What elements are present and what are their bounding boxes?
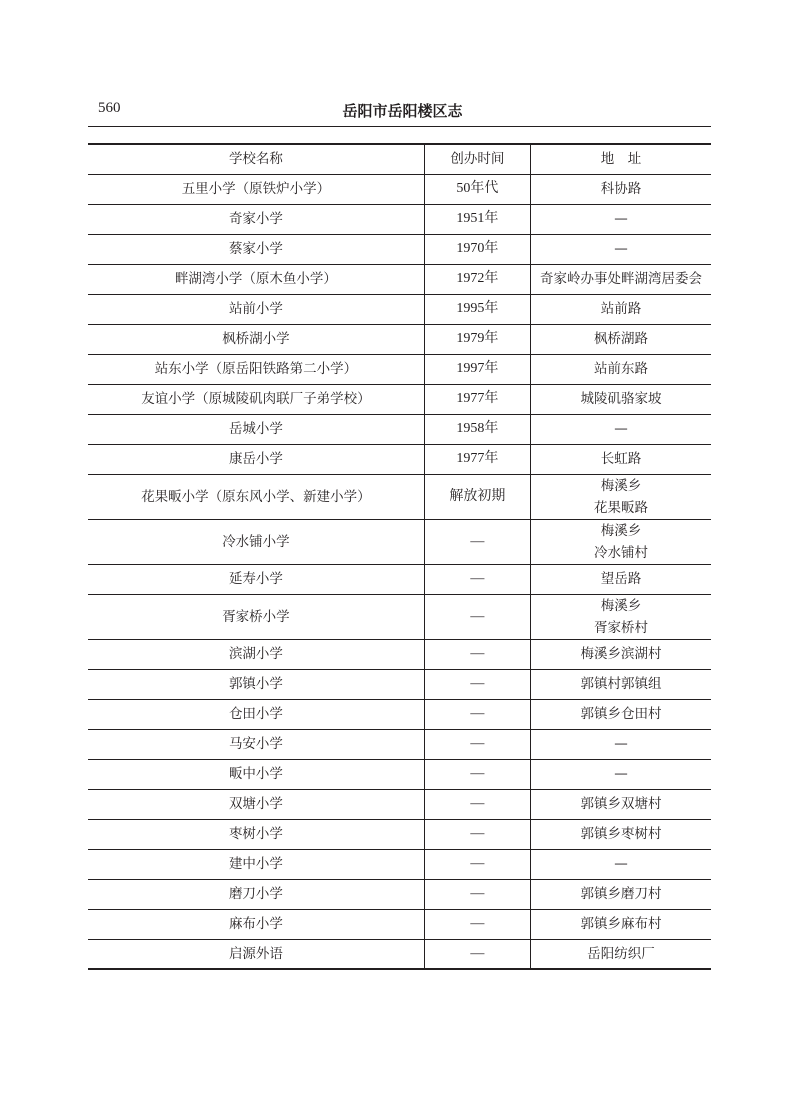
founded-cell: 1972年 (424, 264, 530, 294)
address-cell (530, 759, 711, 789)
founded-cell: — (424, 939, 530, 969)
address-line: 城陵矶骆家坡 (580, 391, 662, 407)
table-row (88, 909, 711, 939)
address-line: 奇家岭办事处畔湖湾居委会 (539, 271, 702, 287)
address-cell (530, 234, 711, 264)
table-header-row (88, 144, 711, 174)
school-name-cell: 磨刀小学 (88, 879, 424, 909)
address-cell (530, 669, 711, 699)
school-name-cell: 康岳小学 (88, 444, 424, 474)
school-table (88, 143, 711, 970)
founded-cell: 1977年 (424, 384, 530, 414)
address-line: 梅溪乡滨湖村 (580, 646, 662, 662)
table-row (88, 234, 711, 264)
school-name-cell: 胥家桥小学 (88, 594, 424, 639)
address-line: 胥家桥村 (593, 619, 648, 636)
address-line: 科协路 (600, 181, 642, 197)
address-line: — (614, 736, 628, 752)
table-row (88, 174, 711, 204)
address-line: 枫桥湖路 (593, 331, 648, 347)
school-name-cell: 枫桥湖小学 (88, 324, 424, 354)
address-cell (530, 699, 711, 729)
founded-cell: — (424, 699, 530, 729)
address-line: 望岳路 (600, 571, 642, 587)
founded-cell: — (424, 909, 530, 939)
address-cell (530, 414, 711, 444)
table-body (88, 174, 711, 969)
founded-cell: 1970年 (424, 234, 530, 264)
founded-cell: — (424, 729, 530, 759)
address-line: — (614, 856, 628, 872)
table-row (88, 204, 711, 234)
address-cell (530, 354, 711, 384)
address-line: 冷水铺村 (593, 544, 648, 561)
address-cell (530, 474, 711, 519)
address-cell (530, 384, 711, 414)
header-rule (88, 126, 711, 127)
table-row (88, 519, 711, 564)
school-name-cell: 郭镇小学 (88, 669, 424, 699)
address-line: — (614, 211, 628, 227)
founded-cell: 1995年 (424, 294, 530, 324)
table-row (88, 414, 711, 444)
school-name-cell: 岳城小学 (88, 414, 424, 444)
founded-cell: 1979年 (424, 324, 530, 354)
table-row (88, 354, 711, 384)
school-name-cell: 畈中小学 (88, 759, 424, 789)
table-row (88, 789, 711, 819)
address-line: 长虹路 (600, 451, 642, 467)
table-row (88, 324, 711, 354)
founded-cell: — (424, 849, 530, 879)
address-line: 岳阳纺织厂 (587, 945, 655, 962)
table-row (88, 699, 711, 729)
address-cell (530, 444, 711, 474)
address-cell (530, 729, 711, 759)
table-row (88, 669, 711, 699)
address-cell (530, 324, 711, 354)
table-row (88, 879, 711, 909)
school-name-cell: 畔湖湾小学（原木鱼小学） (88, 264, 424, 294)
school-name-cell: 花果畈小学（原东风小学、新建小学） (88, 474, 424, 519)
address-cell (530, 519, 711, 564)
founded-cell: — (424, 519, 530, 564)
address-line: 郭镇乡双塘村 (580, 796, 662, 812)
page-number: 560 (98, 100, 121, 116)
founded-cell: — (424, 594, 530, 639)
address-line: 郭镇乡磨刀村 (580, 886, 662, 902)
school-name-cell: 五里小学（原铁炉小学） (88, 174, 424, 204)
founded-cell: — (424, 669, 530, 699)
school-name-cell: 站前小学 (88, 294, 424, 324)
address-cell (530, 849, 711, 879)
table-row (88, 849, 711, 879)
school-name-cell: 麻布小学 (88, 909, 424, 939)
founded-cell: — (424, 759, 530, 789)
school-name-cell: 站东小学（原岳阳铁路第二小学） (88, 354, 424, 384)
table-row (88, 819, 711, 849)
founded-cell: 50年代 (424, 174, 530, 204)
founded-cell: 解放初期 (424, 474, 530, 519)
founded-cell: 1997年 (424, 354, 530, 384)
address-cell (530, 204, 711, 234)
address-line: 梅溪乡 (600, 597, 642, 614)
column-header-founded: 创办时间 (424, 144, 530, 174)
school-name-cell: 启源外语 (228, 945, 283, 962)
table-row (88, 474, 711, 519)
table-row (88, 294, 711, 324)
founded-cell: — (424, 564, 530, 594)
address-cell (530, 594, 711, 639)
address-line: 郭镇乡麻布村 (580, 916, 662, 932)
school-name-cell: 仓田小学 (88, 699, 424, 729)
address-line: 梅溪乡 (600, 477, 642, 494)
table-row (88, 594, 711, 639)
founded-cell: — (424, 789, 530, 819)
table-row (88, 759, 711, 789)
address-cell (530, 564, 711, 594)
address-cell (530, 819, 711, 849)
address-line: 站前路 (600, 301, 642, 317)
address-cell (530, 639, 711, 669)
address-cell (530, 909, 711, 939)
founded-cell: — (424, 639, 530, 669)
address-line: 花果畈路 (593, 499, 648, 516)
address-line: — (614, 241, 628, 257)
address-line: — (614, 766, 628, 782)
school-name-cell: 奇家小学 (88, 204, 424, 234)
address-line: 梅溪乡 (600, 522, 642, 539)
school-name-cell: 延寿小学 (88, 564, 424, 594)
school-name-cell: 冷水铺小学 (88, 519, 424, 564)
table-row (88, 639, 711, 669)
address-cell (530, 264, 711, 294)
table-row (88, 564, 711, 594)
column-header-address: 地 址 (530, 144, 711, 174)
running-title: 岳阳市岳阳楼区志 (342, 102, 463, 120)
address-line: 郭镇乡枣树村 (580, 826, 662, 842)
table-row (88, 939, 711, 969)
school-name-cell: 建中小学 (88, 849, 424, 879)
address-line: — (614, 421, 628, 437)
founded-cell: 1958年 (424, 414, 530, 444)
address-cell (530, 789, 711, 819)
address-line: 站前东路 (593, 361, 648, 377)
school-name-cell: 友谊小学（原城陵矶肉联厂子弟学校） (88, 384, 424, 414)
founded-cell: — (424, 879, 530, 909)
address-cell (530, 174, 711, 204)
school-name-cell: 滨湖小学 (88, 639, 424, 669)
address-cell (530, 294, 711, 324)
table-row (88, 384, 711, 414)
school-name-cell: 双塘小学 (88, 789, 424, 819)
founded-cell: — (424, 819, 530, 849)
address-cell (530, 879, 711, 909)
founded-cell: 1977年 (424, 444, 530, 474)
founded-cell: 1951年 (424, 204, 530, 234)
table-row (88, 264, 711, 294)
address-line: 郭镇村郭镇组 (580, 676, 662, 692)
address-line: 郭镇乡仓田村 (580, 706, 662, 722)
table-row (88, 444, 711, 474)
column-header-name: 学校名称 (88, 144, 424, 174)
table-row (88, 729, 711, 759)
school-name-cell: 枣树小学 (88, 819, 424, 849)
school-name-cell: 蔡家小学 (88, 234, 424, 264)
school-name-cell: 马安小学 (88, 729, 424, 759)
address-cell (530, 939, 711, 969)
